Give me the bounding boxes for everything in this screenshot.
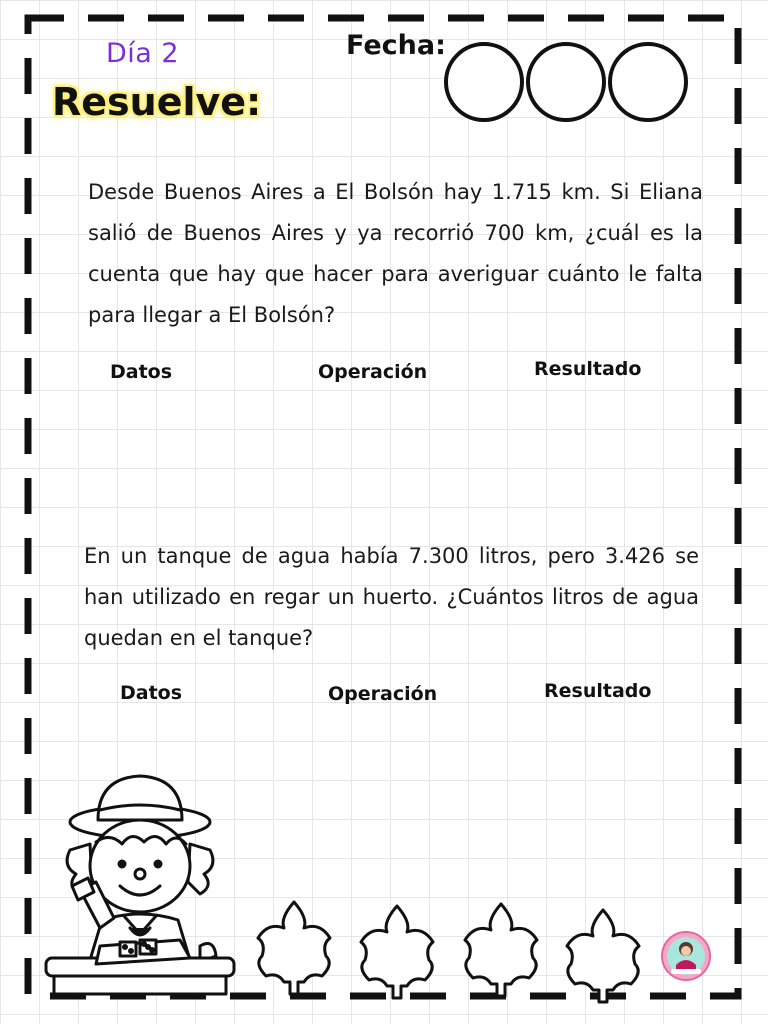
date-circle-year[interactable]: [608, 42, 688, 122]
day-label: Día 2: [106, 38, 180, 69]
problem-2-text: En un tanque de agua había 7.300 litros, pero 3.426 se han utilizado en regar un huerto. ¿Cuántos litros de agua quedan en el tanque?: [84, 544, 699, 650]
problem-2-answer-area[interactable]: [250, 715, 705, 895]
date-circle-month[interactable]: [526, 42, 606, 122]
problem-1-result-label: Resultado: [534, 358, 642, 380]
farmer-boy-illustration: [40, 770, 240, 998]
leaf-outline-1: [248, 898, 340, 996]
author-logo-icon: [661, 931, 711, 981]
date-circle-day[interactable]: [444, 42, 524, 122]
page-title: Resuelve:: [52, 80, 262, 124]
leaf-outline-4: [557, 906, 649, 1004]
leaf-outline-3: [455, 900, 547, 998]
problem-1-operation-label: Operación: [318, 361, 428, 383]
date-label: Fecha:: [346, 30, 446, 61]
problem-1-text: Desde Buenos Aires a El Bolsón hay 1.715 km. Si Eliana salió de Buenos Aires y ya recorrió 700 km, ¿cuál es la cuenta que hay que hacer para averiguar cuánto le falta para llegar a El Bolsón?: [88, 180, 703, 327]
problem-1-answer-area[interactable]: [95, 395, 705, 525]
problem-2-result-label: Resultado: [544, 680, 652, 702]
problem-2-operation-label: Operación: [328, 683, 438, 705]
problem-2-data-label: Datos: [120, 682, 183, 704]
problem-1-data-label: Datos: [110, 361, 173, 383]
leaf-outline-2: [351, 902, 443, 1000]
